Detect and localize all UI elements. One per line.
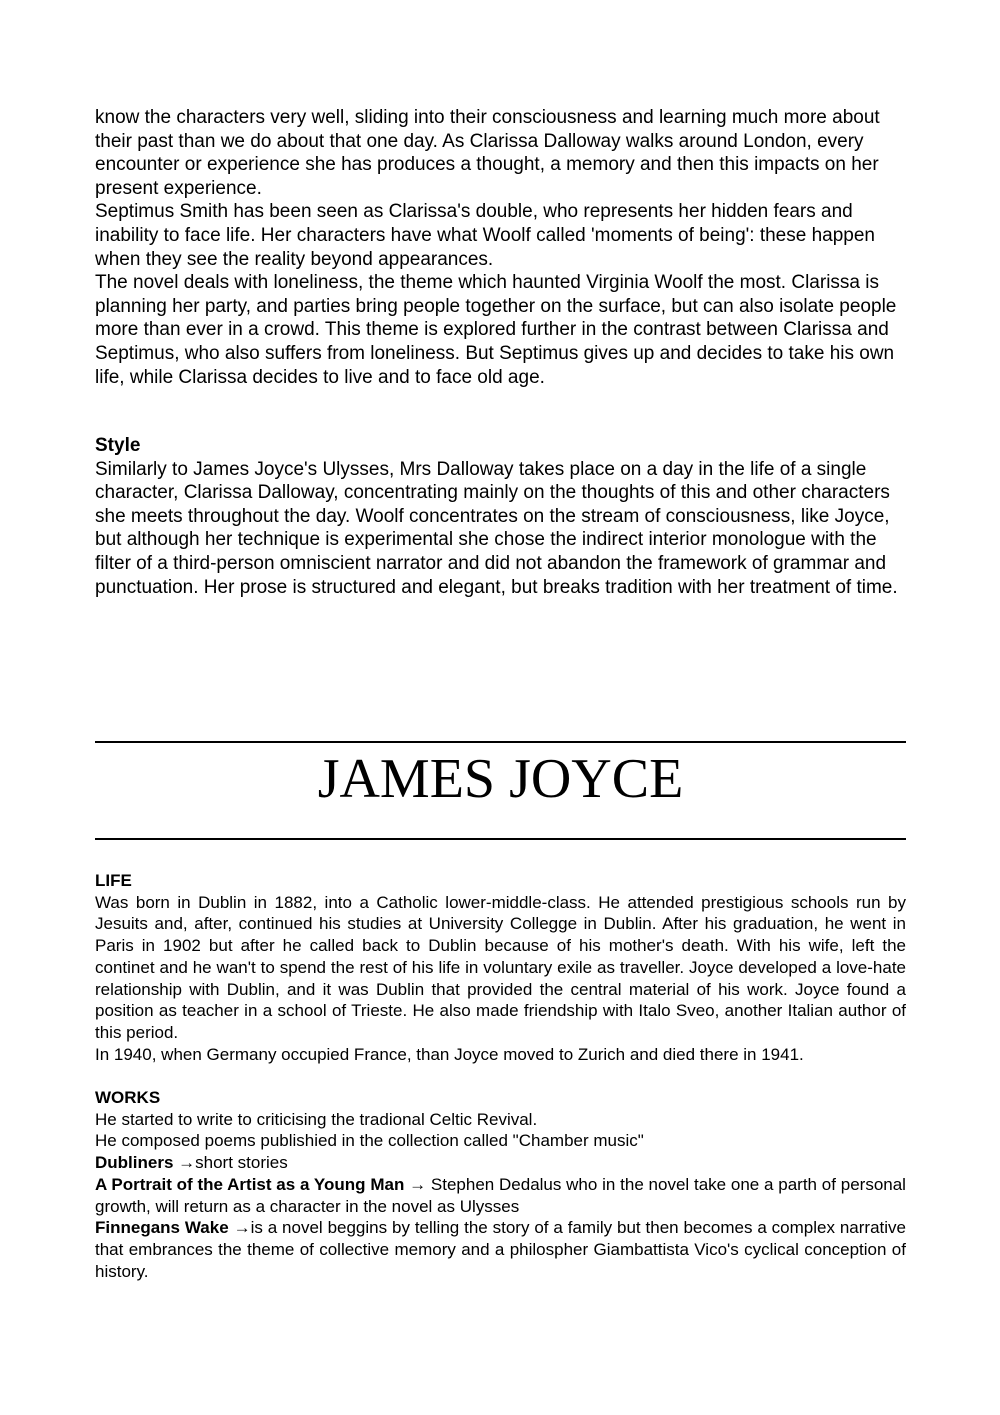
page-title: JAMES JOYCE [317,748,684,810]
divider-bottom [95,838,906,840]
style-body: Similarly to James Joyce's Ulysses, Mrs Dalloway takes place on a day in the life of a single character, Clarissa Dalloway, concentrating mainly on the thoughts of this and other characters she meets throughout the day. Woolf concentrates on the stream of consciousness, like Joyce, but although her technique is experimental she chose the indirect interior monologue with the filter of a third-person omniscient narrator and did not abandon the framework of grammar and punctuation. Her prose is structured and elegant, but breaks tradition with her treatment of time. [95,458,898,598]
works-item-portrait [95,1174,906,1217]
works-item-dubliners [95,1152,906,1174]
arrow-icon: → [409,1174,427,1194]
work-title: Dubliners [95,1153,174,1173]
intro-paragraph: Septimus Smith has been seen as Clarissa's double, who represents her hidden fears and inability to face life. Her characters have what Woolf called 'moments of being': these happen when they see the reality beyond appearances. [95,201,875,270]
work-description: is a novel beggins by telling the story of a family but then becomes a complex narrative that embrances the theme of collective memory and a philospher Giambattista Vico's cyclical conception of history. [95,1218,906,1281]
works-section [95,1087,906,1282]
works-heading: WORKS [95,1088,161,1107]
works-line: He started to write to criticising the tradional Celtic Revival. [95,1109,538,1129]
arrow-icon: → [178,1153,196,1173]
work-description: short stories [195,1153,288,1173]
works-item-finnegans [95,1217,906,1282]
life-body: Was born in Dublin in 1882, into a Catholic lower-middle-class. He attended prestigious schools run by Jesuits and, after, continued his studies at University Collegge in Dublin. After his graduation, he went in Paris in 1902 but after he called back to Dublin because of his mother's death. With his wife, left the continet and he wan't to spend the rest of his life in voluntary exile as traveller. Joyce developed a love-hate relationship with Dublin, and it was Dublin that provided the central material of his work. Joyce found a position as teacher in a school of Trieste. He also made friendship with Italo Sveo, another Italian author of this period. [95,892,906,1042]
intro-paragraph: know the characters very well, sliding into their consciousness and learning much more about their past than we do about that one day. As Clarissa Dalloway walks around London, every encounter or experience she has produces a thought, a memory and then this impacts on her present experience. [95,107,880,199]
work-title: Finnegans Wake [95,1218,229,1238]
life-section [95,870,906,1065]
intro-section [95,106,906,389]
work-title: A Portrait of the Artist as a Young Man [95,1174,405,1194]
style-section [95,434,906,599]
work-description: Stephen Dedalus who in the novel take one a parth of personal growth, will return as a character in the novel as Ulysses [95,1174,906,1216]
style-heading: Style [95,435,141,456]
works-line: He composed poems publishied in the collection called "Chamber music" [95,1131,644,1151]
intro-paragraph: The novel deals with loneliness, the theme which haunted Virginia Woolf the most. Clarissa is planning her party, and parties bring people together on the surface, but can also isolate people more than ever in a crowd. This theme is explored further in the contrast between Clarissa and Septimus, who also suffers from loneliness. But Septimus gives up and decides to take his own life, while Clarissa decides to live and to face old age. [95,272,897,388]
divider-top [95,741,906,743]
life-body-2: In 1940, when Germany occupied France, than Joyce moved to Zurich and died there in 1941. [95,1044,804,1064]
arrow-icon: → [233,1218,251,1238]
life-heading: LIFE [95,871,132,890]
